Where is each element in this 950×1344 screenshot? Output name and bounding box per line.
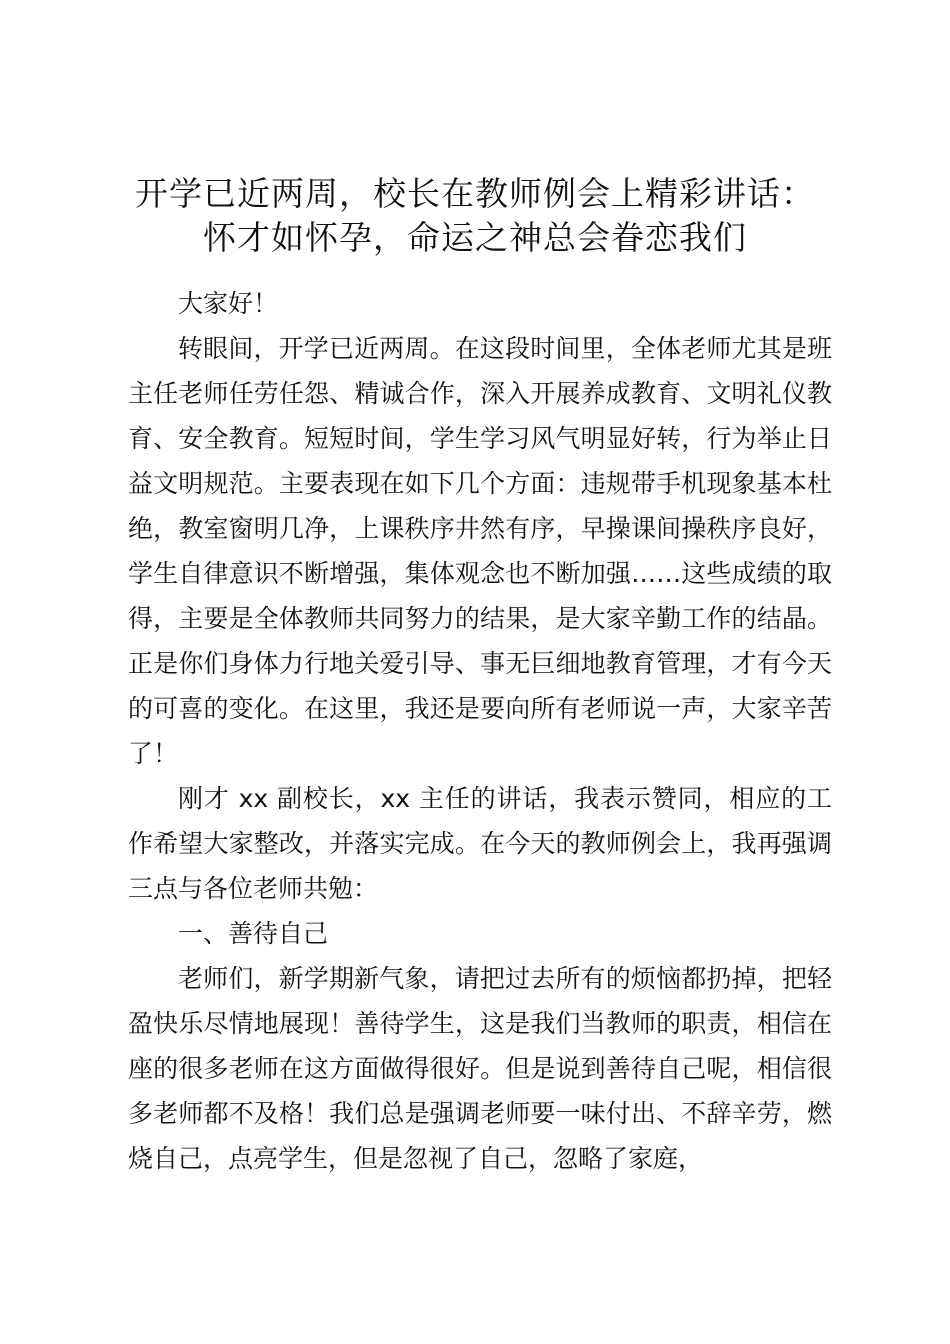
title-line-2: 怀才如怀孕，命运之神总会眷恋我们 [203,218,747,257]
section-heading-1: 一、善待自己 [178,919,329,948]
title-line-1: 开学已近两周，校长在教师例会上精彩讲话： [135,174,815,213]
greeting: 大家好！ [178,289,279,318]
paragraph-3: 老师们，新学期新气象，请把过去所有的烦恼都扔掉，把轻盈快乐尽情地展现！善待学生，这是我们当教师的职责，相信在座的很多老师在这方面做得很好。但是说到善待自己呢，相信很多老师都不及格！我们总是强调老师要一味付出、不辞辛劳，燃烧自己，点亮学生，但是忽视了自己，忽略了家庭， [128,964,832,1173]
document-title [110,172,840,260]
document-body [128,281,832,1181]
paragraph-2: 刚才 xx 副校长，xx 主任的讲话，我表示赞同，相应的工作希望大家整改，并落实完成。在今天的教师例会上，我再强调三点与各位老师共勉： [128,784,832,903]
paragraph-1: 转眼间，开学已近两周。在这段时间里，全体老师尤其是班主任老师任劳任怨、精诚合作，深入开展养成教育、文明礼仪教育、安全教育。短短时间，学生学习风气明显好转，行为举止日益文明规范。主要表现在如下几个方面：违规带手机现象基本杜绝，教室窗明几净，上课秩序井然有序，早操课间操秩序良好，学生自律意识不断增强，集体观念也不断加强……这些成绩的取得，主要是全体教师共同努力的结果，是大家辛勤工作的结晶。正是你们身体力行地关爱引导、事无巨细地教育管理，才有今天的可喜的变化。在这里，我还是要向所有老师说一声，大家辛苦了！ [128,334,832,768]
